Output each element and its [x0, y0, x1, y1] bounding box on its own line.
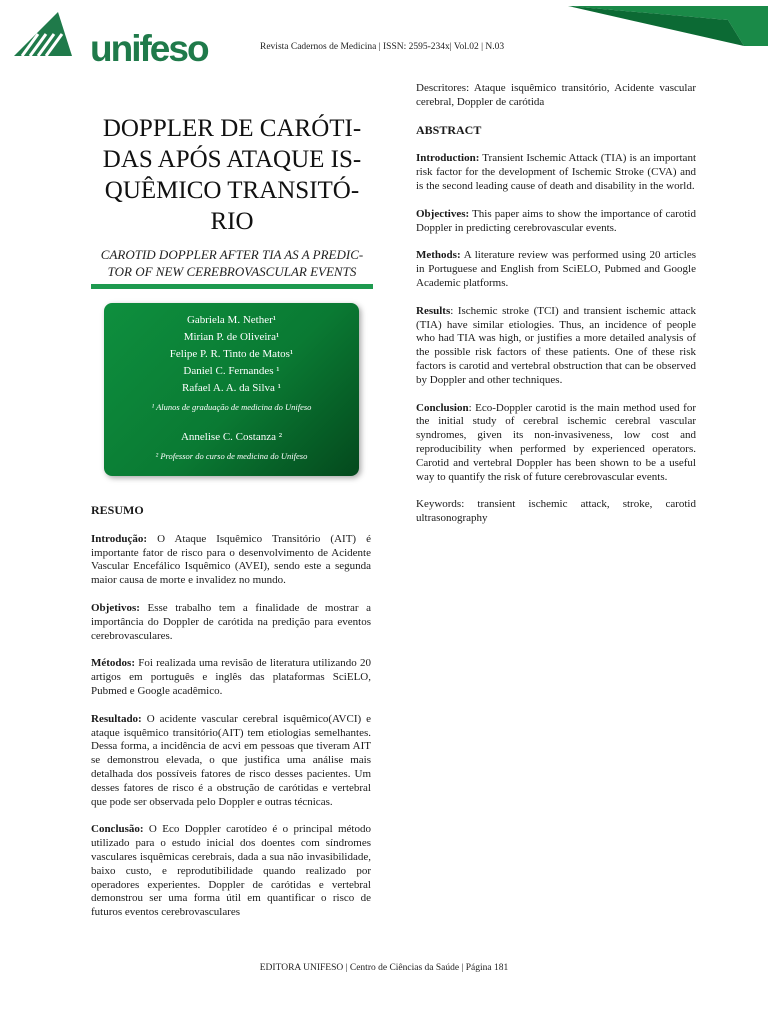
paragraph-text: O Eco Doppler carotídeo é o principal método utilizado para o estudo inicial dos doentes com síndromes vasculares isquêmicas cerebrais, dada a sua não invasibilidade, baixo custo, e reprodutibilidade quando realizado por operadores experientes. Doppler de carótidas e vertebral demonstrou ser uma forma útil em quantificar o risco de futuros eventos cerebrovasculares — [91, 823, 371, 919]
abstract-paragraph — [416, 152, 696, 193]
paragraph-label: Methods: — [416, 249, 461, 262]
subtitle-line: CAROTID DOPPLER AFTER TIA AS A PREDIC- — [100, 247, 364, 262]
paragraph-text: O acidente vascular cerebral isquêmico(AVCI) e ataque isquêmico transitório(AIT) tem etiologias semelhantes. Dessa forma, a incidência de acvi em pessoas que tiveram AIT se demonstrou elevada, o que justifica uma análise mais detalhada dos possíveis fatores de risco desses pacientes. Um desses fatores de risco é a obstrução de carótidas e vertebral que pode ser observada pelo Doppler e outras técnicas. — [91, 712, 371, 808]
author-list — [104, 303, 359, 397]
author-name: Rafael A. A. da Silva ¹ — [182, 382, 281, 394]
title-line: DAS APÓS ATAQUE IS- — [102, 146, 362, 173]
resumo-section — [91, 504, 371, 934]
paragraph-label: Métodos: — [91, 657, 135, 670]
abstract-paragraph — [416, 402, 696, 485]
paragraph-label: Conclusão: — [91, 823, 144, 836]
paragraph-label: Introdução: — [91, 532, 148, 545]
paragraph-text: : Eco-Doppler carotid is the main method used for the initial study of cerebral ischemic cerebral vascular syndromes, given its non-invasiveness, low cost and reproducibility when performed by experienced operators. Carotid and vertebral Doppler has been shown to be a useful way to quantify the risk of future cerebrovascular events. — [416, 401, 696, 483]
paragraph-text: O Ataque Isquêmico Transitório (AIT) é importante fator de risco para o desenvolvimento de Acidente Vascular Encefálico Isquêmico (AVEI), sendo este a segunda maior causa de morte e invalidez no mundo. — [91, 532, 371, 587]
resumo-paragraph — [91, 713, 371, 810]
abstract-section — [416, 82, 696, 540]
page-footer: EDITORA UNIFESO | Centro de Ciências da Saúde | Página 181 — [259, 963, 509, 973]
abstract-paragraph — [416, 305, 696, 388]
author-name: Felipe P. R. Tinto de Matos¹ — [169, 348, 294, 360]
paragraph-label: Objectives: — [416, 207, 470, 220]
resumo-heading: RESUMO — [91, 503, 144, 517]
paragraph-label: Resultado: — [91, 712, 142, 725]
paragraph-label: Results — [416, 304, 451, 317]
resumo-paragraph — [91, 602, 371, 643]
logo-text: unifeso — [90, 28, 208, 69]
resumo-paragraph — [91, 533, 371, 588]
title-line: QUÊMICO TRANSITÓ- — [104, 177, 360, 204]
subtitle-line: TOR OF NEW CEREBROVASCULAR EVENTS — [107, 264, 357, 279]
paragraph-label: Conclusion — [416, 401, 469, 414]
abstract-paragraph — [416, 208, 696, 236]
logo-mark-icon — [14, 12, 94, 60]
resumo-paragraph — [91, 657, 371, 698]
article-subtitle — [88, 246, 376, 280]
paragraph-text: A literature review was performed using 20 articles in Portuguese and English from SciELO, Pubmed and Google Academic platforms. — [416, 249, 696, 289]
paragraph-text: : Ischemic stroke (TCI) and transient ischemic attack (TIA) have similar etiologies. Thus, an incidence of people who had TIA was high, or justifies a more detailed analysis of the possible risk factors of these patients. One of these risk factors is carotid and vertebral obstruction that can be observed by Doppler and other techniques. — [416, 304, 696, 386]
unifeso-logo — [14, 12, 208, 69]
author-name: Daniel C. Fernandes ¹ — [183, 365, 280, 377]
resumo-paragraph — [91, 823, 371, 920]
affiliation-professor: ² Professor do curso de medicina do Unifeso — [155, 451, 308, 461]
title-line: RIO — [210, 208, 254, 235]
keywords: Keywords: transient ischemic attack, stroke, carotid ultrasonography — [416, 498, 696, 525]
title-divider — [91, 284, 373, 289]
corner-decoration — [568, 0, 768, 46]
paragraph-text: This paper aims to show the importance of carotid Doppler in predicting cerebrovascular events. — [416, 207, 696, 234]
abstract-heading: ABSTRACT — [416, 122, 482, 137]
authors-box — [104, 303, 359, 476]
abstract-paragraph — [416, 249, 696, 290]
paragraph-text: Esse trabalho tem a finalidade de mostrar a importância do Doppler de carótida na predição para eventos cerebrovasculares. — [91, 601, 371, 642]
author-name: Gabriela M. Nether¹ — [186, 314, 277, 326]
paragraph-label: Objetivos: — [91, 601, 140, 614]
descritores: Descritores: Ataque isquêmico transitório, Acidente vascular cerebral, Doppler de carótida — [416, 82, 696, 108]
paragraph-text: Transient Ischemic Attack (TIA) is an important risk factor for the development of Ischemic Stroke (CVA) and is the second leading cause of death and disability in the world. — [416, 152, 696, 192]
article-title — [90, 113, 374, 237]
affiliation-students: ¹ Alunos de graduação de medicina do Unifeso — [151, 402, 312, 412]
paragraph-label: Introduction: — [416, 152, 480, 165]
author-name: Mirian P. de Oliveira¹ — [183, 331, 280, 343]
paragraph-text: Foi realizada uma revisão de literatura utilizando 20 artigos em português e inglês das plataformas SciELO, Pubmed e Google acadêmico. — [91, 657, 371, 697]
author-name: Annelise C. Costanza ² — [180, 431, 283, 443]
title-line: DOPPLER DE CARÓTI- — [102, 115, 362, 142]
journal-info: Revista Cadernos de Medicina | ISSN: 2595-234x| Vol.02 | N.03 — [260, 42, 505, 52]
